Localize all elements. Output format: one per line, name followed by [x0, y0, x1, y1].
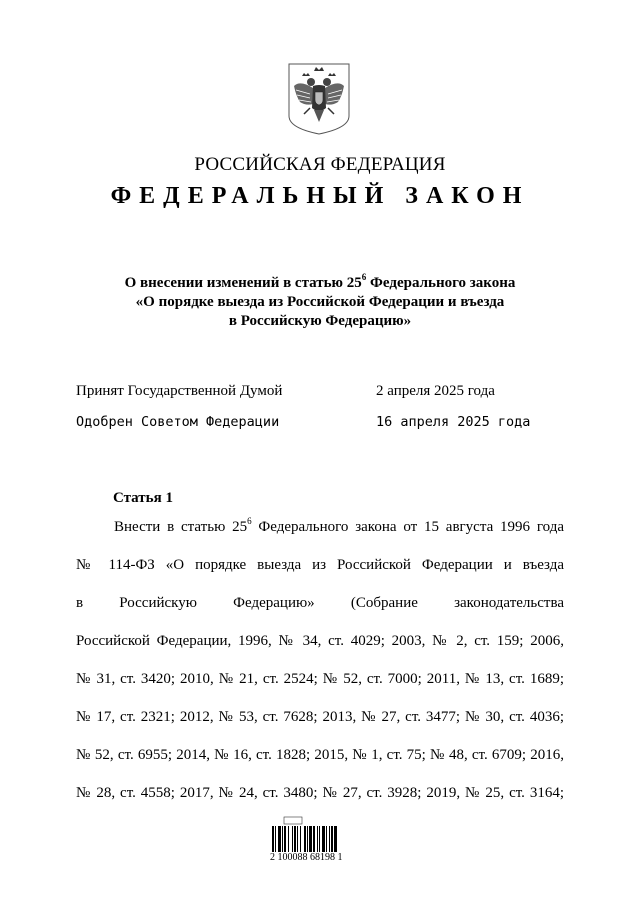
council-approval-label: Одобрен Советом Федерации	[76, 414, 280, 430]
russian-coat-of-arms-icon	[286, 62, 352, 136]
law-title	[0, 274, 640, 331]
article-line-4: Российской Федерации, 1996, № 34, ст. 4029; 2003, № 2, ст. 159; 2006,	[76, 633, 564, 649]
law-title-line-1: О внесении изменений в статью $25^6$ Федерального закона	[124, 272, 516, 291]
country-name: РОССИЙСКАЯ ФЕДЕРАЦИЯ	[194, 154, 446, 175]
duma-adoption-date: 2 апреля 2025 года	[376, 383, 495, 399]
barcode-number: 2 100088 68198 1	[270, 852, 343, 863]
law-type: ФЕДЕРАЛЬНЫЙ ЗАКОН	[110, 183, 530, 209]
barcode-icon	[270, 816, 362, 852]
duma-adoption-label: Принят Государственной Думой	[76, 383, 283, 399]
article-line-3: в Российскую Федерацию» (Собрание законодательства	[76, 595, 564, 611]
article-line-2: № 114-ФЗ «О порядке выезда из Российской Федерации и въезда	[76, 557, 564, 573]
article-line-7: № 52, ст. 6955; 2014, № 16, ст. 1828; 2015, № 1, ст. 75; № 48, ст. 6709; 2016,	[76, 747, 564, 763]
council-approval-date: 16 апреля 2025 года	[376, 414, 531, 430]
article-line-5: № 31, ст. 3420; 2010, № 21, ст. 2524; № 52, ст. 7000; 2011, № 13, ст. 1689;	[76, 671, 564, 687]
article-line-8: № 28, ст. 4558; 2017, № 24, ст. 3480; № 27, ст. 3928; 2019, № 25, ст. 3164;	[76, 785, 564, 801]
law-title-line-3: в Российскую Федерацию»	[228, 313, 412, 329]
article-line-1: Внести в статью $25^6$ Федерального закона от 15 августа 1996 года	[114, 516, 564, 535]
article-heading: Статья 1	[113, 490, 173, 506]
article-line-6: № 17, ст. 2321; 2012, № 53, ст. 7628; 2013, № 27, ст. 3477; № 30, ст. 4036;	[76, 709, 564, 725]
law-title-line-2: «О порядке выезда из Российской Федерации и въезда	[135, 294, 505, 310]
